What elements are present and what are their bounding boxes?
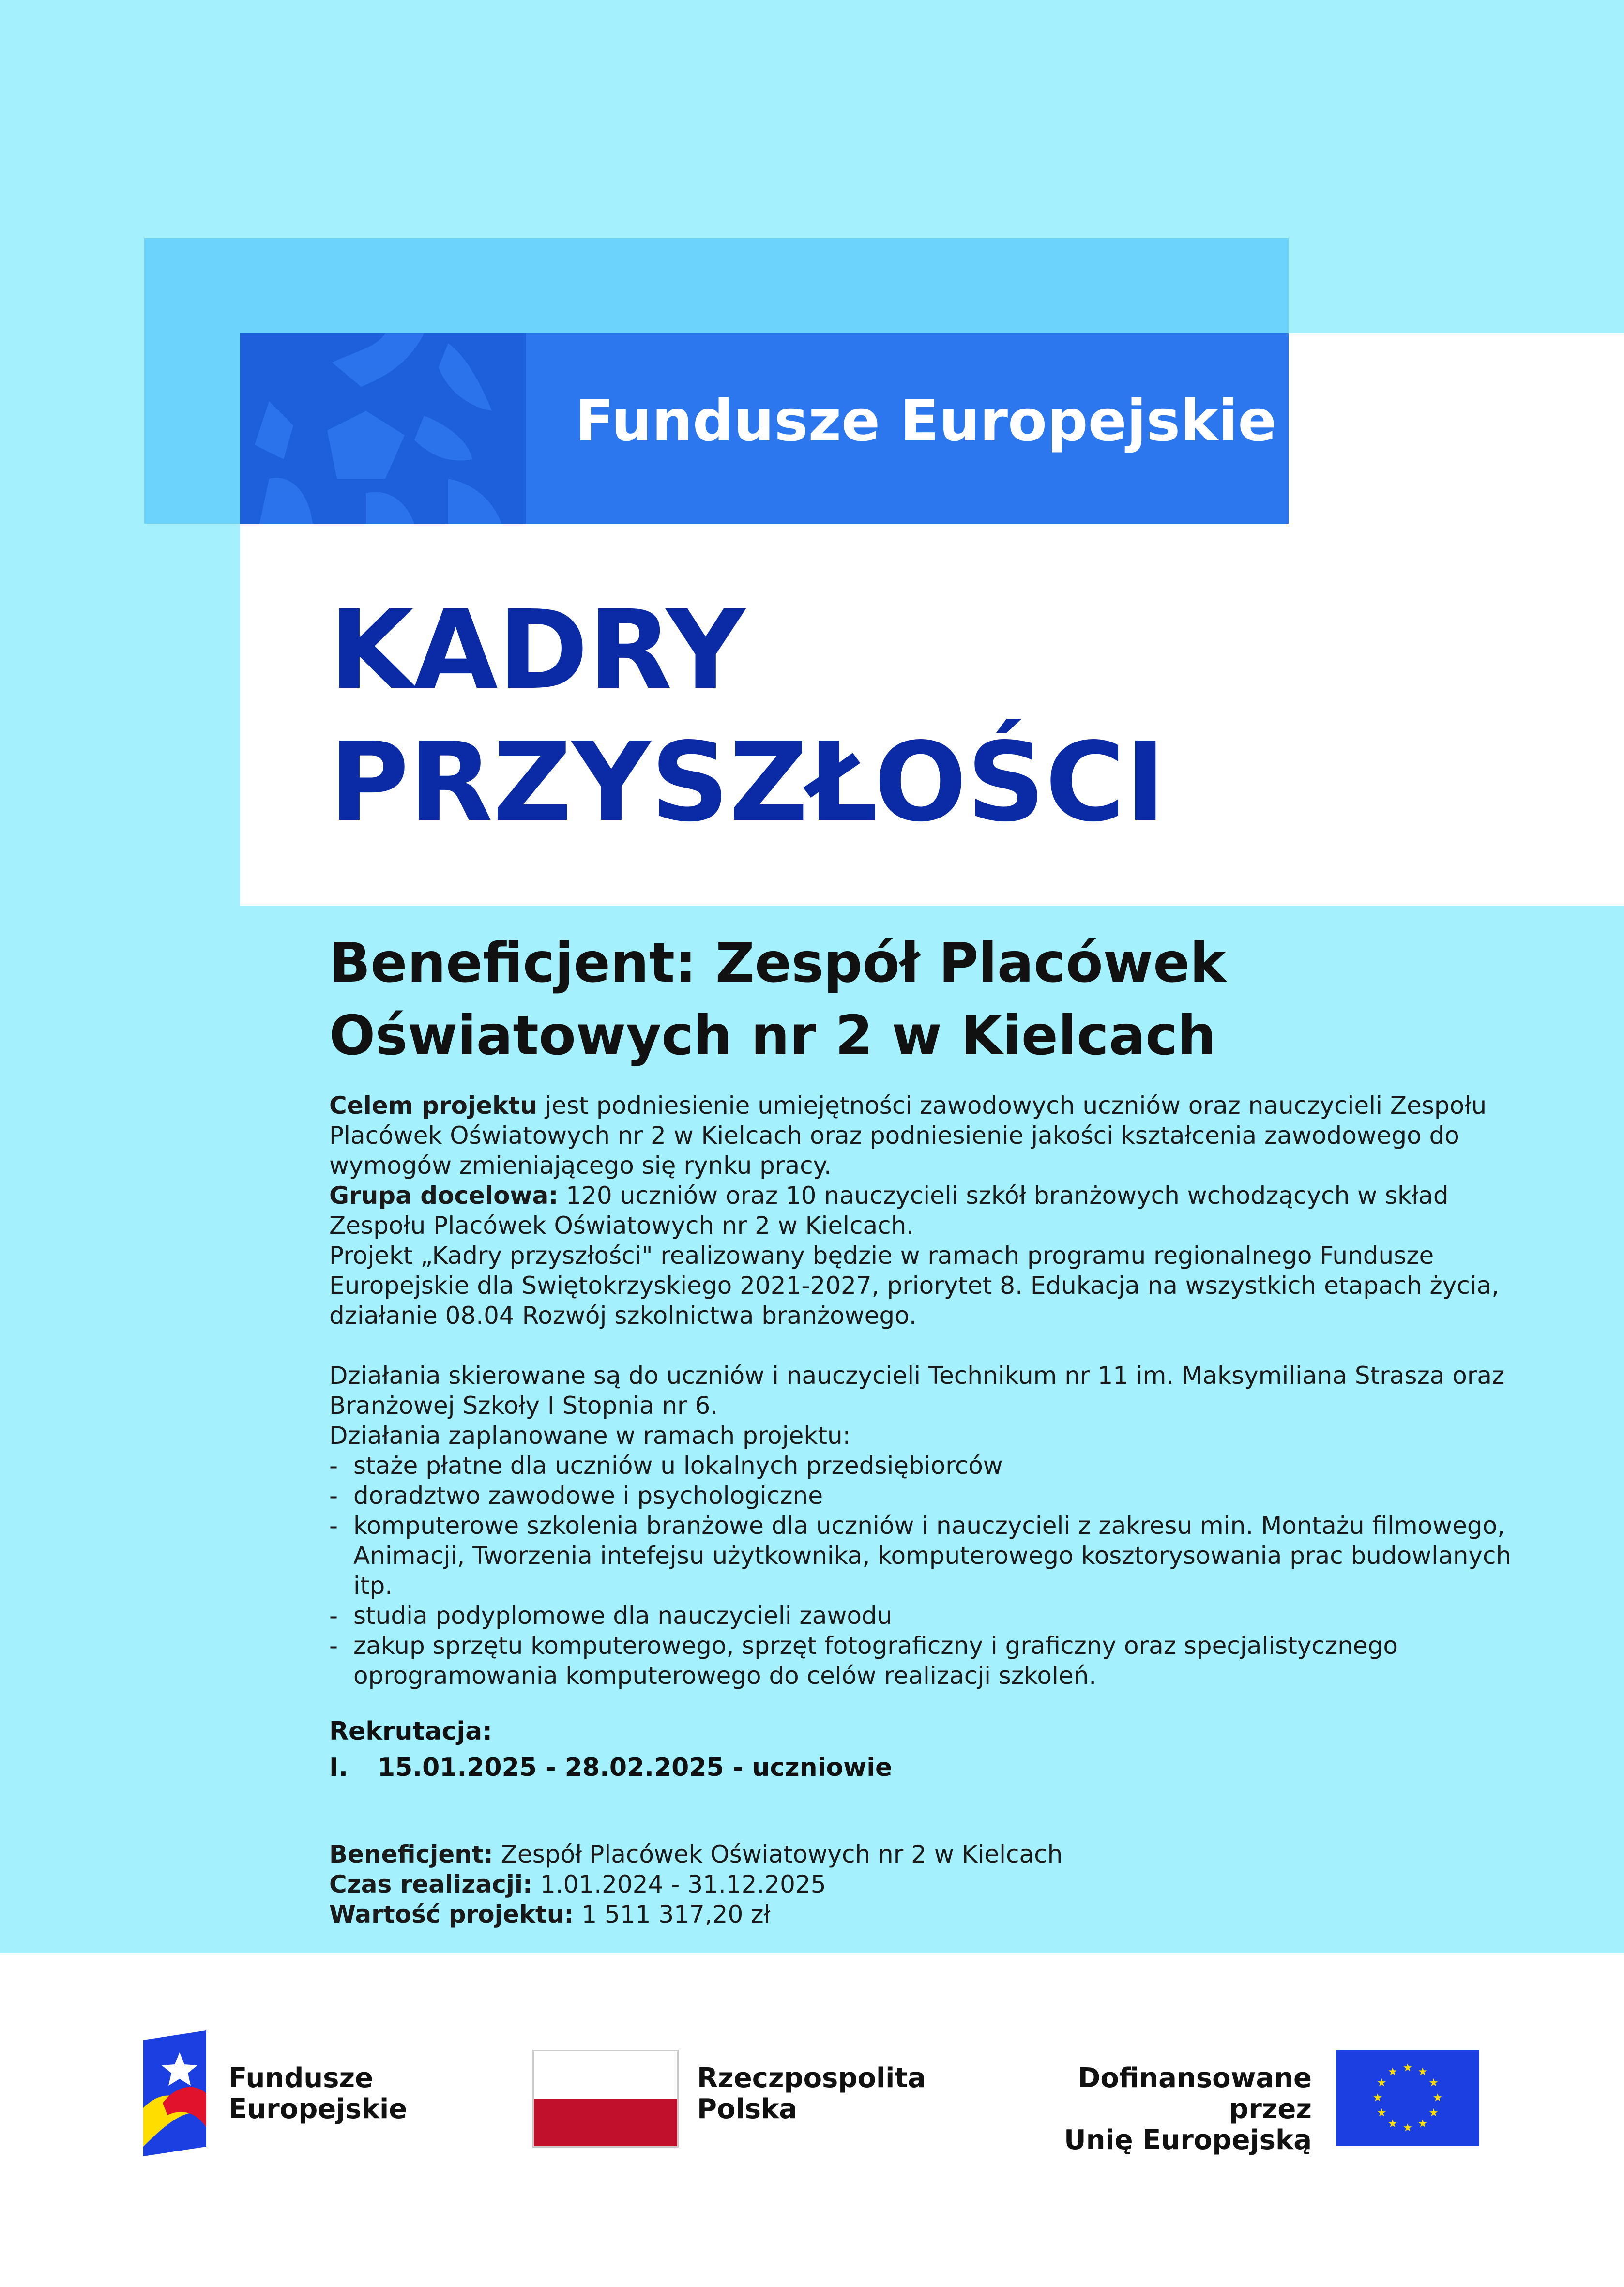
recruitment-label: Rekrutacja: <box>329 1717 493 1746</box>
recruitment-item <box>329 1750 892 1786</box>
beneficiary-heading-line1: Beneficjent: Zespół Placówek <box>329 932 1226 995</box>
rp-logo-text-line2: Polska <box>697 2093 798 2125</box>
program-paragraph: Projekt „Kadry przyszłości" realizowany będzie w ramach programu regionalnego Fundusze Europejskie dla Swiętokrzyskiego 2021-2027, priorytet 8. Edukacja na wszystkich etapach życia, działanie 08.04 Rozwój szkolnictwa branżowego. <box>329 1242 1500 1330</box>
list-item: - zakup sprzętu komputerowego, sprzęt fotograficzny i graficzny oraz specjalistycznego oprogramowania komputerowego do celów realizacji szkoleń. <box>329 1631 1520 1691</box>
goal-text: jest podniesienie umiejętności zawodowych uczniów oraz nauczycieli Zespołu Placówek Oświatowych nr 2 w Kielcach oraz podniesienie jakości kształcenia zawodowego do wymogów zmieniającego się rynku pracy. <box>329 1091 1487 1180</box>
recruitment-item-number: I. <box>329 1753 349 1782</box>
project-description <box>329 1090 1520 1691</box>
summary-beneficiary-value: Zespół Placówek Oświatowych nr 2 w Kielcach <box>493 1840 1063 1868</box>
fe-logo-text-line1: Fundusze <box>228 2062 374 2094</box>
flag-white-stripe <box>534 2051 677 2099</box>
actions-intro: Działania skierowane są do uczniów i nauczycieli Technikum nr 11 im. Maksymiliana Strasza oraz Branżowej Szkoły I Stopnia nr 6. <box>329 1362 1505 1420</box>
actions-list <box>329 1451 1520 1691</box>
goal-paragraph <box>329 1090 1520 1181</box>
eu-logo-text <box>1041 2063 1312 2156</box>
rp-logo-text-line1: Rzeczpospolita <box>697 2062 926 2094</box>
list-item: - komputerowe szkolenia branżowe dla uczniów i nauczycieli z zakresu min. Montażu filmowego, Animacji, Tworzenia intefejsu użytkownika, komputerowego kosztorysowania prac budowlanych itp. <box>329 1511 1520 1601</box>
actions-planned: Działania zaplanowane w ramach projektu: <box>329 1422 851 1450</box>
summary-period-label: Czas realizacji: <box>329 1870 533 1898</box>
summary-value-value: 1 511 317,20 zł <box>574 1900 771 1928</box>
eu-logo-text-line2: Unię Europejską <box>1064 2124 1312 2156</box>
project-summary <box>329 1839 1062 1929</box>
summary-value <box>329 1899 1062 1929</box>
white-panel-title <box>240 524 1624 906</box>
target-text: 120 uczniów oraz 10 nauczycieli szkół branżowych wchodzących w skład Zespołu Placówek Oświatowych nr 2 w Kielcach. <box>329 1181 1449 1240</box>
summary-period-value: 1.01.2024 - 31.12.2025 <box>532 1870 826 1898</box>
list-item: - studia podyplomowe dla nauczycieli zawodu <box>329 1601 1520 1631</box>
target-paragraph <box>329 1181 1520 1241</box>
list-item: - doradztwo zawodowe i psychologiczne <box>329 1481 1520 1511</box>
summary-beneficiary <box>329 1839 1062 1869</box>
beneficiary-heading <box>329 927 1539 1072</box>
recruitment-section <box>329 1713 892 1786</box>
header-title: Fundusze Europejskie <box>575 387 1277 454</box>
eu-flag-icon <box>1336 2050 1479 2146</box>
goal-label: Celem projektu <box>329 1091 537 1120</box>
summary-period <box>329 1869 1062 1899</box>
polish-flag-icon <box>532 2050 679 2148</box>
rp-logo-text <box>697 2063 926 2125</box>
summary-value-label: Wartość projektu: <box>329 1900 574 1928</box>
fe-stars-graphic <box>240 333 526 524</box>
list-item: - staże płatne dla uczniów u lokalnych przedsiębiorców <box>329 1451 1520 1481</box>
fe-logo-text <box>228 2063 407 2125</box>
fundusze-europejskie-logo-icon <box>143 2030 206 2156</box>
summary-beneficiary-label: Beneficjent: <box>329 1840 493 1868</box>
eu-logo-text-line1: Dofinansowane przez <box>1078 2062 1312 2125</box>
recruitment-item-text: 15.01.2025 - 28.02.2025 - uczniowie <box>378 1753 893 1782</box>
fe-stars-icon <box>240 333 526 524</box>
flag-red-stripe <box>534 2099 677 2146</box>
spacer <box>329 1331 1520 1361</box>
fe-logo-text-line2: Europejskie <box>228 2093 408 2125</box>
page-title-line1: KADRY <box>329 587 745 714</box>
beneficiary-heading-line2: Oświatowych nr 2 w Kielcach <box>329 1004 1216 1067</box>
target-label: Grupa docelowa: <box>329 1181 559 1210</box>
page-title-line2: PRZYSZŁOŚCI <box>329 719 1166 846</box>
